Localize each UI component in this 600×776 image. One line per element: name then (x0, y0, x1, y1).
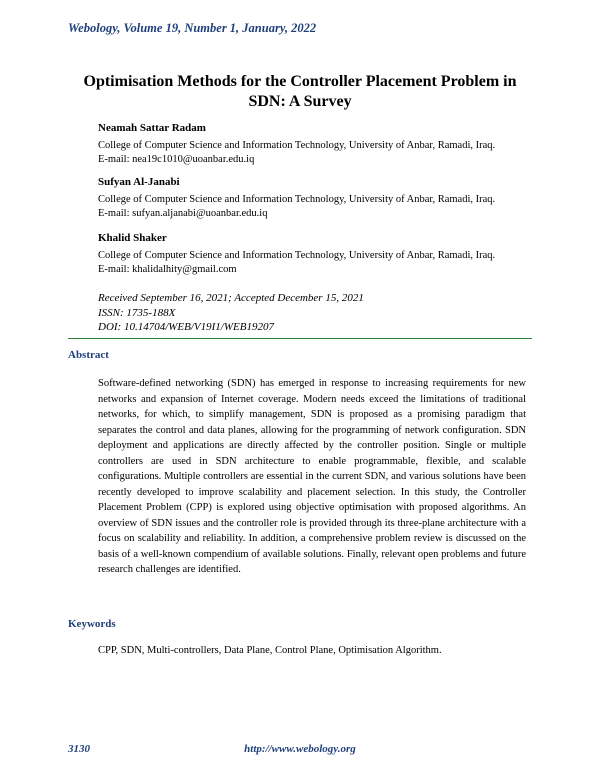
doi: DOI: 10.14704/WEB/V19I1/WEB19207 (98, 321, 274, 333)
author-name: Neamah Sattar Radam (98, 122, 206, 134)
received-date: Received September 16, 2021; Accepted December 15, 2021 (98, 292, 364, 304)
abstract-text: Software-defined networking (SDN) has emerged in response to increasing requirements for new networks and expansion of Internet coverage. Modern needs exceed the limitations of traditional networks, for which, to simplify management, SDN is proposed as a promising paradigm that separates the control and data planes, allowing for the programming of network configuration. SDN deployment and applications are directly affected by the controller position. Single or multiple controllers are used in SDN architecture to enable programmable, flexible, and scalable configurations. Multiple controllers are essential in the current SDN, and various solutions have been recently developed to improve scalability and placement selection. In this study, the Controller Placement Problem (CPP) is explored using objective optimisation with proposed algorithms. An overview of SDN issues and the controller role is provided through its three-plane architecture with a focus on scalability and reliability. In addition, a comprehensive problem review is discussed on the basis of a well-known compendium of available solutions. Finally, relevant open problems and future research challenges are identified. (98, 378, 526, 575)
paper-title (60, 72, 540, 112)
keywords-text: CPP, SDN, Multi-controllers, Data Plane, Control Plane, Optimisation Algorithm. (98, 645, 442, 656)
issn: ISSN: 1735-188X (98, 306, 176, 319)
section-divider (68, 338, 532, 339)
author-name: Sufyan Al-Janabi (98, 176, 180, 188)
title-line-2: SDN: A Survey (248, 93, 352, 110)
author-block-1 (98, 121, 568, 168)
title-line-1: Optimisation Methods for the Controller Placement Problem in (83, 73, 517, 90)
author-affiliation: College of Computer Science and Information Technology, University of Anbar, Ramadi, Iraq. (98, 249, 496, 261)
abstract-heading: Abstract (68, 349, 109, 361)
keywords-heading: Keywords (68, 618, 116, 630)
page-number: 3130 (68, 743, 90, 755)
footer-url[interactable]: http://www.webology.org (244, 743, 356, 755)
author-affiliation: College of Computer Science and Information Technology, University of Anbar, Ramadi, Iraq. (98, 193, 496, 205)
author-block-3 (98, 231, 568, 278)
author-email: E-mail: nea19c1010@uoanbar.edu.iq (98, 154, 255, 165)
author-block-2 (98, 175, 568, 222)
journal-header: Webology, Volume 19, Number 1, January, 2022 (68, 21, 317, 35)
author-affiliation: College of Computer Science and Information Technology, University of Anbar, Ramadi, Iraq. (98, 139, 496, 151)
publication-meta (98, 291, 364, 335)
author-email: E-mail: sufyan.aljanabi@uoanbar.edu.iq (98, 208, 268, 219)
author-name: Khalid Shaker (98, 232, 167, 244)
author-email: E-mail: khalidalhity@gmail.com (98, 264, 237, 275)
